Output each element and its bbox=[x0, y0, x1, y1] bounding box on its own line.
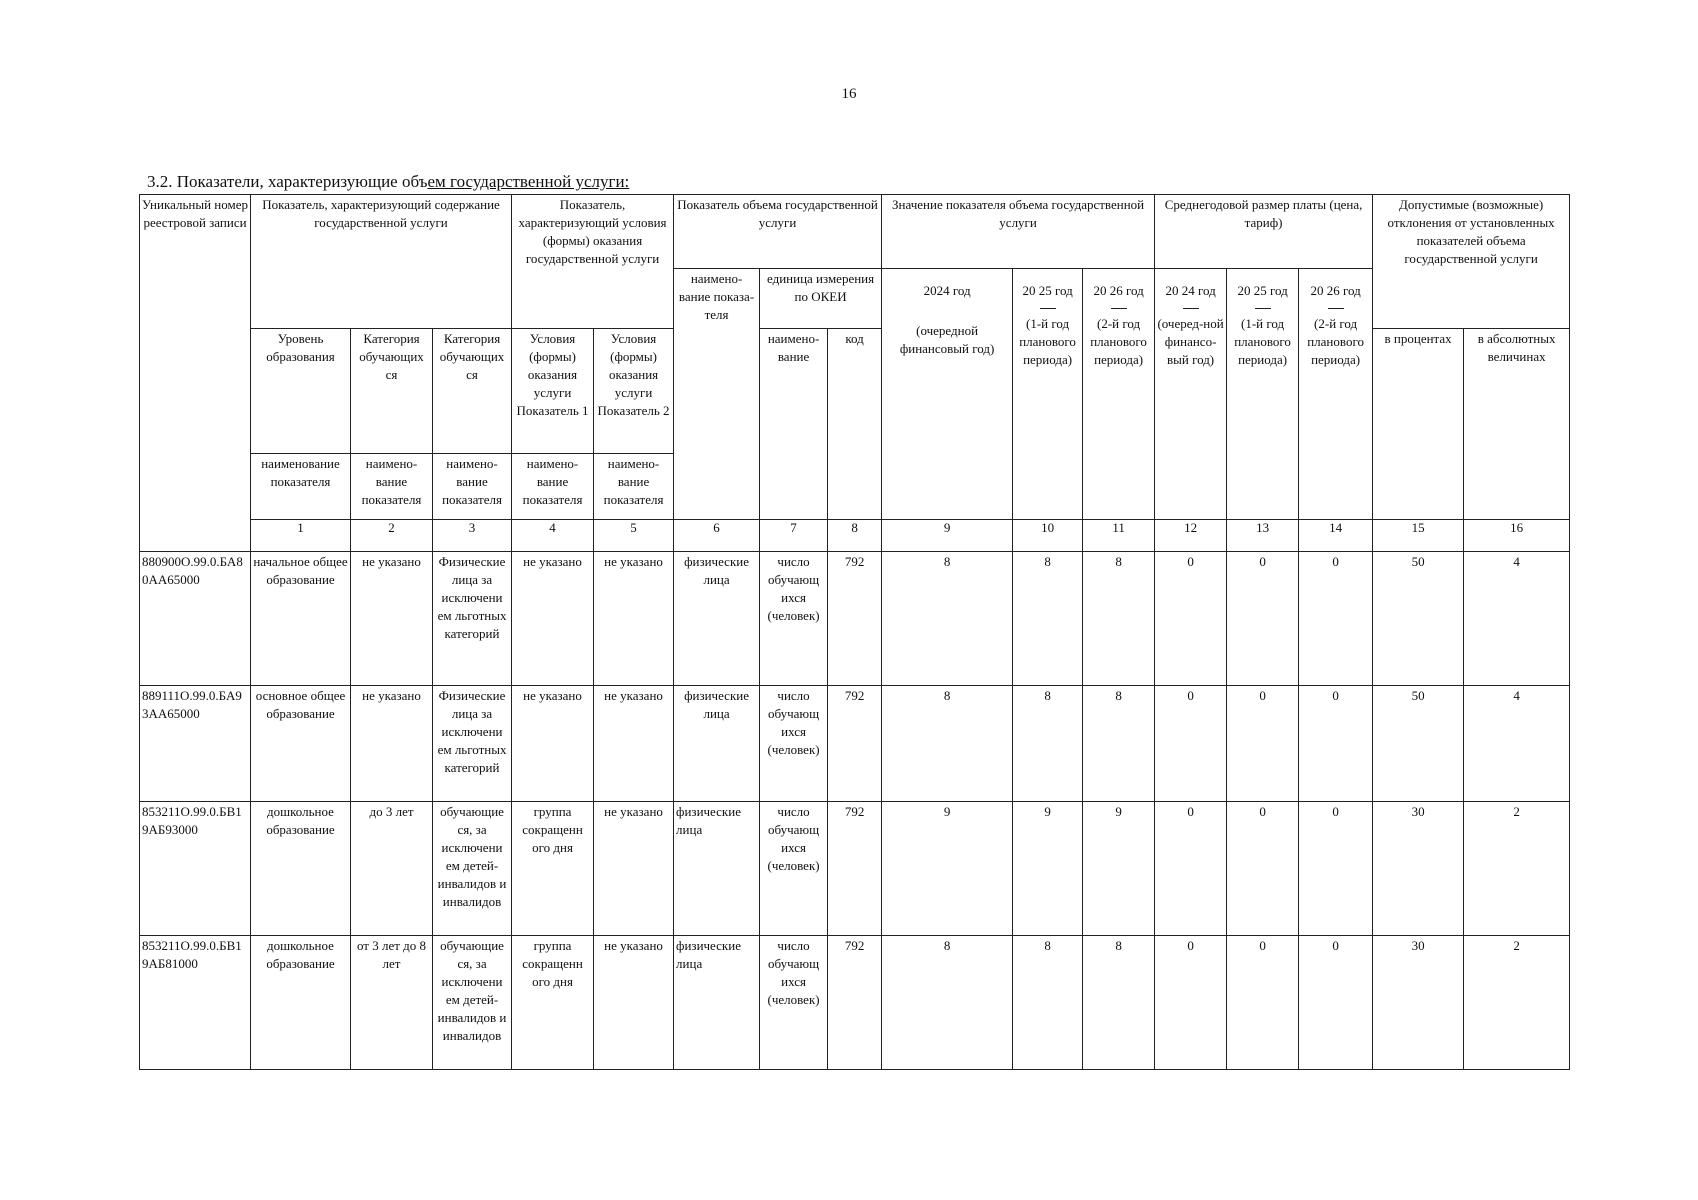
cell-value-2026: 8 bbox=[1083, 552, 1155, 686]
header-category-2: Категория обучающих ся bbox=[433, 329, 512, 454]
header-name-indicator: наимено-вание показателя bbox=[512, 454, 594, 520]
column-number: 12 bbox=[1155, 520, 1227, 552]
cell-fee-2025: 0 bbox=[1227, 686, 1299, 802]
header-name-indicator: наименование показателя bbox=[251, 454, 351, 520]
cell-deviation-percent: 30 bbox=[1373, 802, 1464, 936]
header-unit-name: наимено-вание bbox=[760, 329, 828, 520]
cell-category-1: до 3 лет bbox=[351, 802, 433, 936]
table-row bbox=[140, 552, 1570, 686]
cell-category-1: не указано bbox=[351, 686, 433, 802]
cell-unit-name: число обучающ ихся (человек) bbox=[760, 936, 828, 1070]
fee-2025-label: 20 25 год bbox=[1237, 283, 1288, 299]
cell-deviation-absolute: 2 bbox=[1464, 802, 1570, 936]
cell-volume-name: физические лица bbox=[674, 686, 760, 802]
header-fee-2025 bbox=[1227, 269, 1299, 520]
fee-2025-note: (1-й год планового периода) bbox=[1234, 316, 1291, 368]
header-content-group: Показатель, характеризующий содержание государственной услуги bbox=[251, 195, 512, 329]
cell-registry-number: 853211О.99.0.БВ19АБ93000 bbox=[140, 802, 251, 936]
header-fee-2026 bbox=[1299, 269, 1373, 520]
header-deviation-group: Допустимые (возможные) отклонения от установленных показателей объема государственной услуги bbox=[1373, 195, 1570, 269]
section-title bbox=[147, 172, 629, 192]
table-row bbox=[140, 686, 1570, 802]
header-deviation-spacer bbox=[1373, 269, 1570, 329]
cell-volume-name: физические лица bbox=[674, 802, 760, 936]
cell-deviation-absolute: 2 bbox=[1464, 936, 1570, 1070]
cell-value-2025: 9 bbox=[1013, 802, 1083, 936]
cell-fee-2026: 0 bbox=[1299, 802, 1373, 936]
cell-category-2: Физические лица за исключени ем льготных категорий bbox=[433, 686, 512, 802]
year-2026-note: (2-й год планового периода) bbox=[1090, 316, 1147, 368]
cell-unit-name: число обучающ ихся (человек) bbox=[760, 802, 828, 936]
cell-level: начальное общее образование bbox=[251, 552, 351, 686]
header-fee-2024 bbox=[1155, 269, 1227, 520]
column-number: 4 bbox=[512, 520, 594, 552]
cell-level: основное общее образование bbox=[251, 686, 351, 802]
cell-fee-2025: 0 bbox=[1227, 802, 1299, 936]
blank-line bbox=[1183, 308, 1199, 309]
column-number: 11 bbox=[1083, 520, 1155, 552]
column-numbers-row bbox=[140, 520, 1570, 552]
cell-deviation-percent: 50 bbox=[1373, 552, 1464, 686]
cell-volume-name: физические лица bbox=[674, 552, 760, 686]
cell-registry-number: 880900О.99.0.БА80АА65000 bbox=[140, 552, 251, 686]
cell-value-2024: 8 bbox=[882, 552, 1013, 686]
cell-value-2025: 8 bbox=[1013, 686, 1083, 802]
column-number: 9 bbox=[882, 520, 1013, 552]
table-row bbox=[140, 802, 1570, 936]
cell-fee-2026: 0 bbox=[1299, 936, 1373, 1070]
column-number: 16 bbox=[1464, 520, 1570, 552]
cell-value-2024: 8 bbox=[882, 686, 1013, 802]
cell-category-2: Физические лица за исключени ем льготных категорий bbox=[433, 552, 512, 686]
volume-indicators-table bbox=[139, 194, 1570, 1070]
header-unit-code: код bbox=[828, 329, 882, 520]
cell-deviation-percent: 30 bbox=[1373, 936, 1464, 1070]
header-in-percent: в процентах bbox=[1373, 329, 1464, 520]
fee-2026-label: 20 26 год bbox=[1310, 283, 1361, 299]
cell-deviation-absolute: 4 bbox=[1464, 552, 1570, 686]
year-2025-note: (1-й год планового периода) bbox=[1019, 316, 1076, 368]
cell-value-2025: 8 bbox=[1013, 552, 1083, 686]
cell-fee-2025: 0 bbox=[1227, 552, 1299, 686]
cell-value-2026: 9 bbox=[1083, 802, 1155, 936]
header-condition-1: Условия (формы) оказания услуги Показатель 1 bbox=[512, 329, 594, 454]
cell-deviation-absolute: 4 bbox=[1464, 686, 1570, 802]
cell-fee-2024: 0 bbox=[1155, 686, 1227, 802]
cell-unit-code: 792 bbox=[828, 802, 882, 936]
cell-category-2: обучающие ся, за исключени ем детей-инвалидов и инвалидов bbox=[433, 802, 512, 936]
cell-value-2024: 8 bbox=[882, 936, 1013, 1070]
cell-fee-2026: 0 bbox=[1299, 552, 1373, 686]
cell-registry-number: 853211О.99.0.БВ19АБ81000 bbox=[140, 936, 251, 1070]
cell-fee-2024: 0 bbox=[1155, 552, 1227, 686]
cell-level: дошкольное образование bbox=[251, 936, 351, 1070]
cell-deviation-percent: 50 bbox=[1373, 686, 1464, 802]
cell-fee-2024: 0 bbox=[1155, 936, 1227, 1070]
header-year-2026 bbox=[1083, 269, 1155, 520]
cell-condition-2: не указано bbox=[594, 686, 674, 802]
header-unique-number: Уникальный номер реестровой записи bbox=[140, 195, 251, 552]
column-number: 14 bbox=[1299, 520, 1373, 552]
column-number: 6 bbox=[674, 520, 760, 552]
cell-unit-code: 792 bbox=[828, 686, 882, 802]
column-number: 5 bbox=[594, 520, 674, 552]
header-name-indicator: наимено-вание показателя bbox=[433, 454, 512, 520]
cell-category-1: от 3 лет до 8 лет bbox=[351, 936, 433, 1070]
fee-2024-label: 20 24 год bbox=[1165, 283, 1216, 299]
cell-condition-2: не указано bbox=[594, 552, 674, 686]
header-name-indicator: наимено-вание показателя bbox=[351, 454, 433, 520]
table-row bbox=[140, 936, 1570, 1070]
header-level-education: Уровень образования bbox=[251, 329, 351, 454]
column-number: 7 bbox=[760, 520, 828, 552]
cell-fee-2026: 0 bbox=[1299, 686, 1373, 802]
year-2026-label: 20 26 год bbox=[1093, 283, 1144, 299]
header-category-1: Категория обучающих ся bbox=[351, 329, 433, 454]
fee-2026-note: (2-й год планового периода) bbox=[1307, 316, 1364, 368]
cell-unit-name: число обучающ ихся (человек) bbox=[760, 552, 828, 686]
cell-condition-1: группа сокращенн ого дня bbox=[512, 936, 594, 1070]
cell-value-2024: 9 bbox=[882, 802, 1013, 936]
blank-line bbox=[1328, 308, 1344, 309]
column-number: 15 bbox=[1373, 520, 1464, 552]
header-year-2025 bbox=[1013, 269, 1083, 520]
header-value-group: Значение показателя объема государственной услуги bbox=[882, 195, 1155, 269]
blank-line bbox=[1111, 308, 1127, 309]
year-2024-note: (очередной финансовый год) bbox=[899, 323, 995, 357]
cell-value-2025: 8 bbox=[1013, 936, 1083, 1070]
cell-value-2026: 8 bbox=[1083, 936, 1155, 1070]
header-condition-2: Условия (формы) оказания услуги Показатель 2 bbox=[594, 329, 674, 454]
header-name-indicator: наимено-вание показателя bbox=[594, 454, 674, 520]
cell-fee-2024: 0 bbox=[1155, 802, 1227, 936]
blank-line bbox=[1040, 308, 1056, 309]
page-number: 16 bbox=[841, 86, 857, 102]
cell-registry-number: 889111О.99.0.БА93АА65000 bbox=[140, 686, 251, 802]
cell-category-2: обучающие ся, за исключени ем детей-инвалидов и инвалидов bbox=[433, 936, 512, 1070]
cell-condition-1: не указано bbox=[512, 686, 594, 802]
header-fee-group: Среднегодовой размер платы (цена, тариф) bbox=[1155, 195, 1373, 269]
cell-unit-name: число обучающ ихся (человек) bbox=[760, 686, 828, 802]
header-conditions-group: Показатель, характеризующий условия (формы) оказания государственной услуги bbox=[512, 195, 674, 329]
year-2024-label: 2024 год bbox=[923, 283, 971, 299]
column-number: 1 bbox=[251, 520, 351, 552]
blank-line bbox=[1255, 308, 1271, 309]
header-volume-name: наимено-вание показа-теля bbox=[674, 269, 760, 520]
cell-value-2026: 8 bbox=[1083, 686, 1155, 802]
section-title-lead: 3.2. Показатели, характеризующие объ bbox=[147, 172, 428, 191]
cell-condition-2: не указано bbox=[594, 936, 674, 1070]
column-number: 13 bbox=[1227, 520, 1299, 552]
cell-unit-code: 792 bbox=[828, 936, 882, 1070]
header-year-2024 bbox=[882, 269, 1013, 520]
cell-condition-1: группа сокращенн ого дня bbox=[512, 802, 594, 936]
header-unit-okei: единица измерения по ОКЕИ bbox=[760, 269, 882, 329]
fee-2024-note: (очеред-ной финансо-вый год) bbox=[1157, 316, 1224, 368]
cell-volume-name: физические лица bbox=[674, 936, 760, 1070]
column-number: 10 bbox=[1013, 520, 1083, 552]
cell-category-1: не указано bbox=[351, 552, 433, 686]
column-number: 2 bbox=[351, 520, 433, 552]
cell-fee-2025: 0 bbox=[1227, 936, 1299, 1070]
cell-condition-1: не указано bbox=[512, 552, 594, 686]
header-volume-group: Показатель объема государственной услуги bbox=[674, 195, 882, 269]
section-title-tail: ем государственной услуги: bbox=[427, 172, 630, 191]
column-number: 3 bbox=[433, 520, 512, 552]
year-2025-label: 20 25 год bbox=[1022, 283, 1073, 299]
cell-level: дошкольное образование bbox=[251, 802, 351, 936]
column-number: 8 bbox=[828, 520, 882, 552]
cell-condition-2: не указано bbox=[594, 802, 674, 936]
header-in-absolute: в абсолютных величинах bbox=[1464, 329, 1570, 520]
cell-unit-code: 792 bbox=[828, 552, 882, 686]
